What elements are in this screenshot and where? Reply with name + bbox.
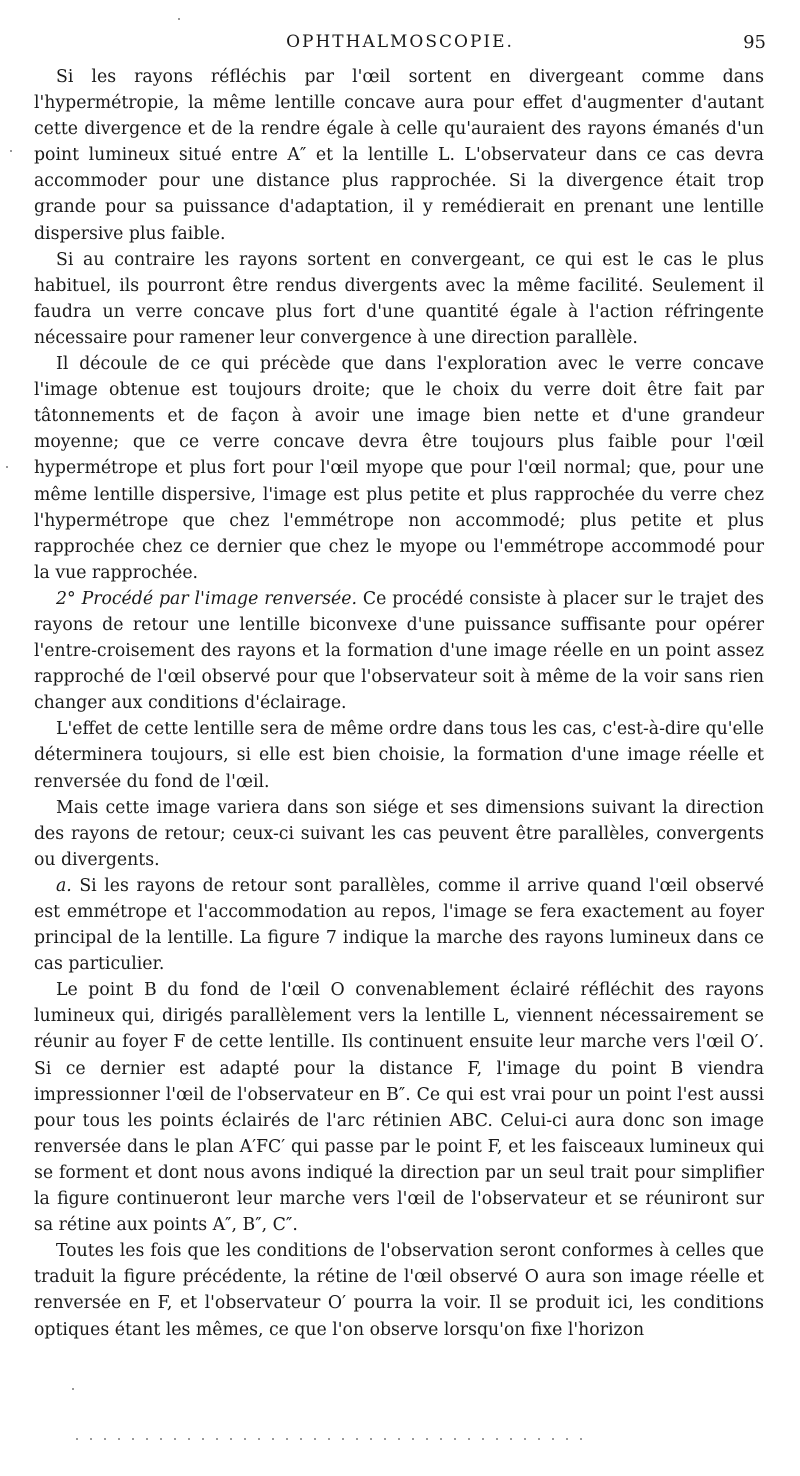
print-speck xyxy=(72,1388,74,1390)
paragraph-text: L'effet de cette lentille sera de même ordre dans tous les cas, c'est-à-dire qu'elle déterminera toujours, si elle est bien choisie, la formation d'une image réelle et renversée du fond de l'œil. xyxy=(34,719,764,792)
paragraph-text: Si les rayons réfléchis par l'œil sortent en divergeant comme dans l'hypermétropie, la même lentille concave aura pour effet d'augmenter d'autant cette divergence et de la rendre égale à celle qu'auraient des rayons émanés d'un point lumineux situé entre A″ et la lentille L. L'observateur dans ce cas devra accommoder pour une distance plus rapprochée. Si la divergence était trop grande pour sa puissance d'adaptation, il y remédierait en prenant une lentille dispersive plus faible. xyxy=(34,67,764,244)
body-text xyxy=(34,64,764,1343)
paragraph xyxy=(34,716,764,794)
paragraph-text: Le point B du fond de l'œil O convenablement éclairé réfléchit des rayons lumineux qui, dirigés parallèlement vers la lentille L, viennent nécessairement se réunir au foyer F de cette lentille. Ils continuent ensuite leur marche vers l'œil O′. Si ce dernier est adapté pour la distance F, l'image du point B viendra impressionner l'œil de l'observateur en B″. Ce qui est vrai pour un point l'est aussi pour tous les points éclairés de l'arc rétinien ABC. Celui-ci aura donc son image renversée dans le plan A′FC′ qui passe par le point F, et les faisceaux lumineux qui se forment et dont nous avons indiqué la direction par un seul trait pour simplifier la figure continueront leur marche vers l'œil de l'observateur et se réuniront sur sa rétine aux points A″, B″, C″. xyxy=(34,980,764,1236)
case-lead-in: a. xyxy=(56,875,72,896)
print-speck xyxy=(10,150,12,152)
paragraph xyxy=(34,351,764,586)
paragraph-text: Toutes les fois que les conditions de l'observation seront conformes à celles que traduit la figure précédente, la rétine de l'œil observé O aura son image réelle et renversée en F, et l'observateur O′ pourra la voir. Il se produit ici, les conditions optiques étant les mêmes, ce que l'on observe lorsqu'on fixe l'horizon xyxy=(34,1241,764,1340)
paragraph xyxy=(34,586,764,716)
section-lead-in: 2° Procédé par l'image renversée. xyxy=(56,588,357,609)
paragraph xyxy=(34,873,764,977)
print-speck xyxy=(6,466,8,468)
bleed-through-dots xyxy=(70,1438,590,1440)
page-number: 95 xyxy=(743,32,766,53)
running-title: OPHTHALMOSCOPIE. xyxy=(286,32,514,52)
paragraph xyxy=(34,64,764,247)
paragraph xyxy=(34,247,764,351)
paragraph-text: Il découle de ce qui précède que dans l'exploration avec le verre concave l'image obtenue est toujours droite; que le choix du verre doit être fait par tâtonnements et de façon à avoir une image bien nette et d'une grandeur moyenne; que ce verre concave devra être toujours plus faible pour l'œil hypermétrope et plus fort pour l'œil myope que pour l'œil normal; que, pour une même lentille dispersive, l'image est plus petite et plus rapprochée du verre chez l'hypermétrope que chez l'emmétrope non accommodé; plus petite et plus rapprochée chez ce dernier que chez le myope ou l'emmétrope accommodé pour la vue rapprochée. xyxy=(34,354,764,583)
running-head xyxy=(0,32,800,58)
print-speck xyxy=(178,18,180,20)
paragraph-text: Si les rayons de retour sont parallèles, comme il arrive quand l'œil observé est emmétrope et l'accommodation au repos, l'image se fera exactement au foyer principal de la lentille. La figure 7 indique la marche des rayons lumineux dans ce cas particulier. xyxy=(34,875,764,975)
paragraph-text: Si au contraire les rayons sortent en convergeant, ce qui est le cas le plus habituel, ils pourront être rendus divergents avec la même facilité. Seulement il faudra un verre concave plus fort d'une quantité égale à l'action réfringente nécessaire pour ramener leur convergence à une direction parallèle. xyxy=(34,249,764,348)
paragraph-text: Mais cette image variera dans son siége et ses dimensions suivant la direction des rayons de retour; ceux-ci suivant les cas peuvent être parallèles, convergents ou divergents. xyxy=(34,797,764,870)
paragraph xyxy=(34,1238,764,1342)
paragraph-text: Ce procédé consiste à placer sur le trajet des rayons de retour une lentille biconvexe d'une puissance suffisante pour opérer l'entre-croisement des rayons et la formation d'une image réelle en un point assez rapproché de l'œil observé pour que l'observateur soit à même de la voir sans rien changer aux conditions d'éclairage. xyxy=(34,588,764,714)
paragraph xyxy=(34,795,764,873)
paragraph xyxy=(34,977,764,1238)
